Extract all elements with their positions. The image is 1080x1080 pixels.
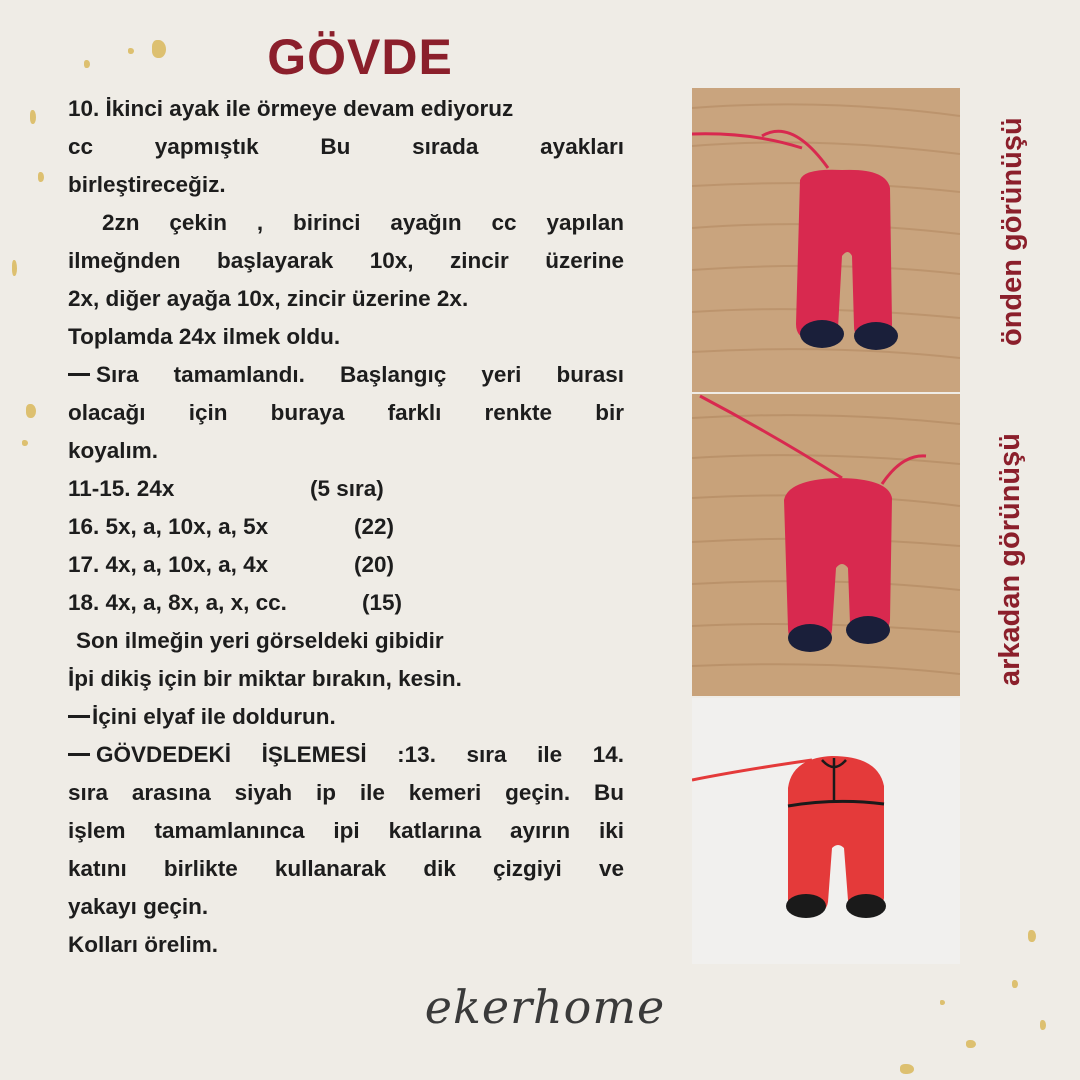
instruction-line-text: Sıra tamamlandı. Başlangıç yeri burası [96, 362, 624, 387]
instruction-line: Kolları örelim. [68, 932, 219, 957]
photo-front-view [692, 88, 960, 392]
decor-speck [26, 404, 36, 418]
decor-speck [84, 60, 90, 68]
instruction-line: Toplamda 24x ilmek oldu. [68, 324, 341, 349]
row-instruction [68, 546, 624, 584]
instruction-line-text: GÖVDEDEKİ İŞLEMESİ :13. sıra ile 14. [96, 742, 624, 767]
row-instruction [68, 470, 624, 508]
decor-speck [940, 1000, 945, 1005]
decor-speck [152, 40, 166, 58]
instruction-line-text: İçini elyaf ile doldurun. [92, 704, 336, 729]
instruction-line: yakayı geçin. [68, 894, 209, 919]
decor-speck [128, 48, 134, 54]
row-instruction [68, 508, 624, 546]
dash-bullet [68, 753, 90, 756]
decor-speck [1040, 1020, 1046, 1030]
row-stitches: 16. 5x, a, 10x, a, 5x [68, 514, 269, 539]
decor-speck [1012, 980, 1018, 988]
decor-speck [966, 1040, 976, 1048]
instruction-line: katını birlikte kullanarak dik çizgiyi ve [68, 856, 624, 881]
front-view-label: önden görünüşü [996, 117, 1028, 346]
brand-logo: ekerhome [424, 980, 666, 1034]
row-count: (20) [354, 552, 395, 577]
instruction-line: 2zn çekin , birinci ayağın cc yapılan [102, 210, 624, 235]
row-stitches: 17. 4x, a, 10x, a, 4x [68, 552, 269, 577]
instruction-text [68, 90, 624, 964]
decor-speck [900, 1064, 914, 1074]
instruction-line: 2x, diğer ayağa 10x, zincir üzerine 2x. [68, 286, 469, 311]
row-stitches: 18. 4x, a, 8x, a, x, cc. [68, 590, 287, 615]
row-instruction [68, 584, 624, 622]
instruction-line: cc yapmıştık Bu sırada ayakları [68, 134, 624, 159]
instruction-line: koyalım. [68, 438, 159, 463]
photo-embroidered-view [692, 698, 960, 964]
instruction-line [68, 698, 624, 736]
instruction-line: sıra arasına siyah ip ile kemeri geçin. Bu [68, 780, 624, 805]
instruction-line: ilmeğnden başlayarak 10x, zincir üzerine [68, 248, 624, 273]
decor-speck [1028, 930, 1036, 942]
photo-back-view [692, 394, 960, 696]
decor-speck [12, 260, 17, 276]
instruction-line: 10. İkinci ayak ile örmeye devam ediyoruz [68, 96, 514, 121]
row-count: (22) [354, 514, 395, 539]
decor-speck [38, 172, 44, 182]
decor-speck [22, 440, 28, 446]
row-count: (15) [362, 590, 403, 615]
back-view-label: arkadan görünüşü [994, 433, 1026, 686]
instruction-line: işlem tamamlanınca ipi katlarına ayırın iki [68, 818, 624, 843]
instruction-line: birleştireceğiz. [68, 172, 226, 197]
instruction-line: İpi dikiş için bir miktar bırakın, kesin. [68, 666, 462, 691]
row-stitches: 11-15. 24x [68, 476, 175, 501]
instruction-line: Son ilmeğin yeri görseldeki gibidir [76, 628, 444, 653]
decor-speck [30, 110, 36, 124]
instruction-line [68, 356, 624, 394]
page-title: GÖVDE [267, 29, 453, 85]
dash-bullet [68, 715, 90, 718]
row-count: (5 sıra) [310, 476, 384, 501]
instruction-line [68, 736, 624, 774]
instruction-line: olacağı için buraya farklı renkte bir [68, 400, 624, 425]
dash-bullet [68, 373, 90, 376]
